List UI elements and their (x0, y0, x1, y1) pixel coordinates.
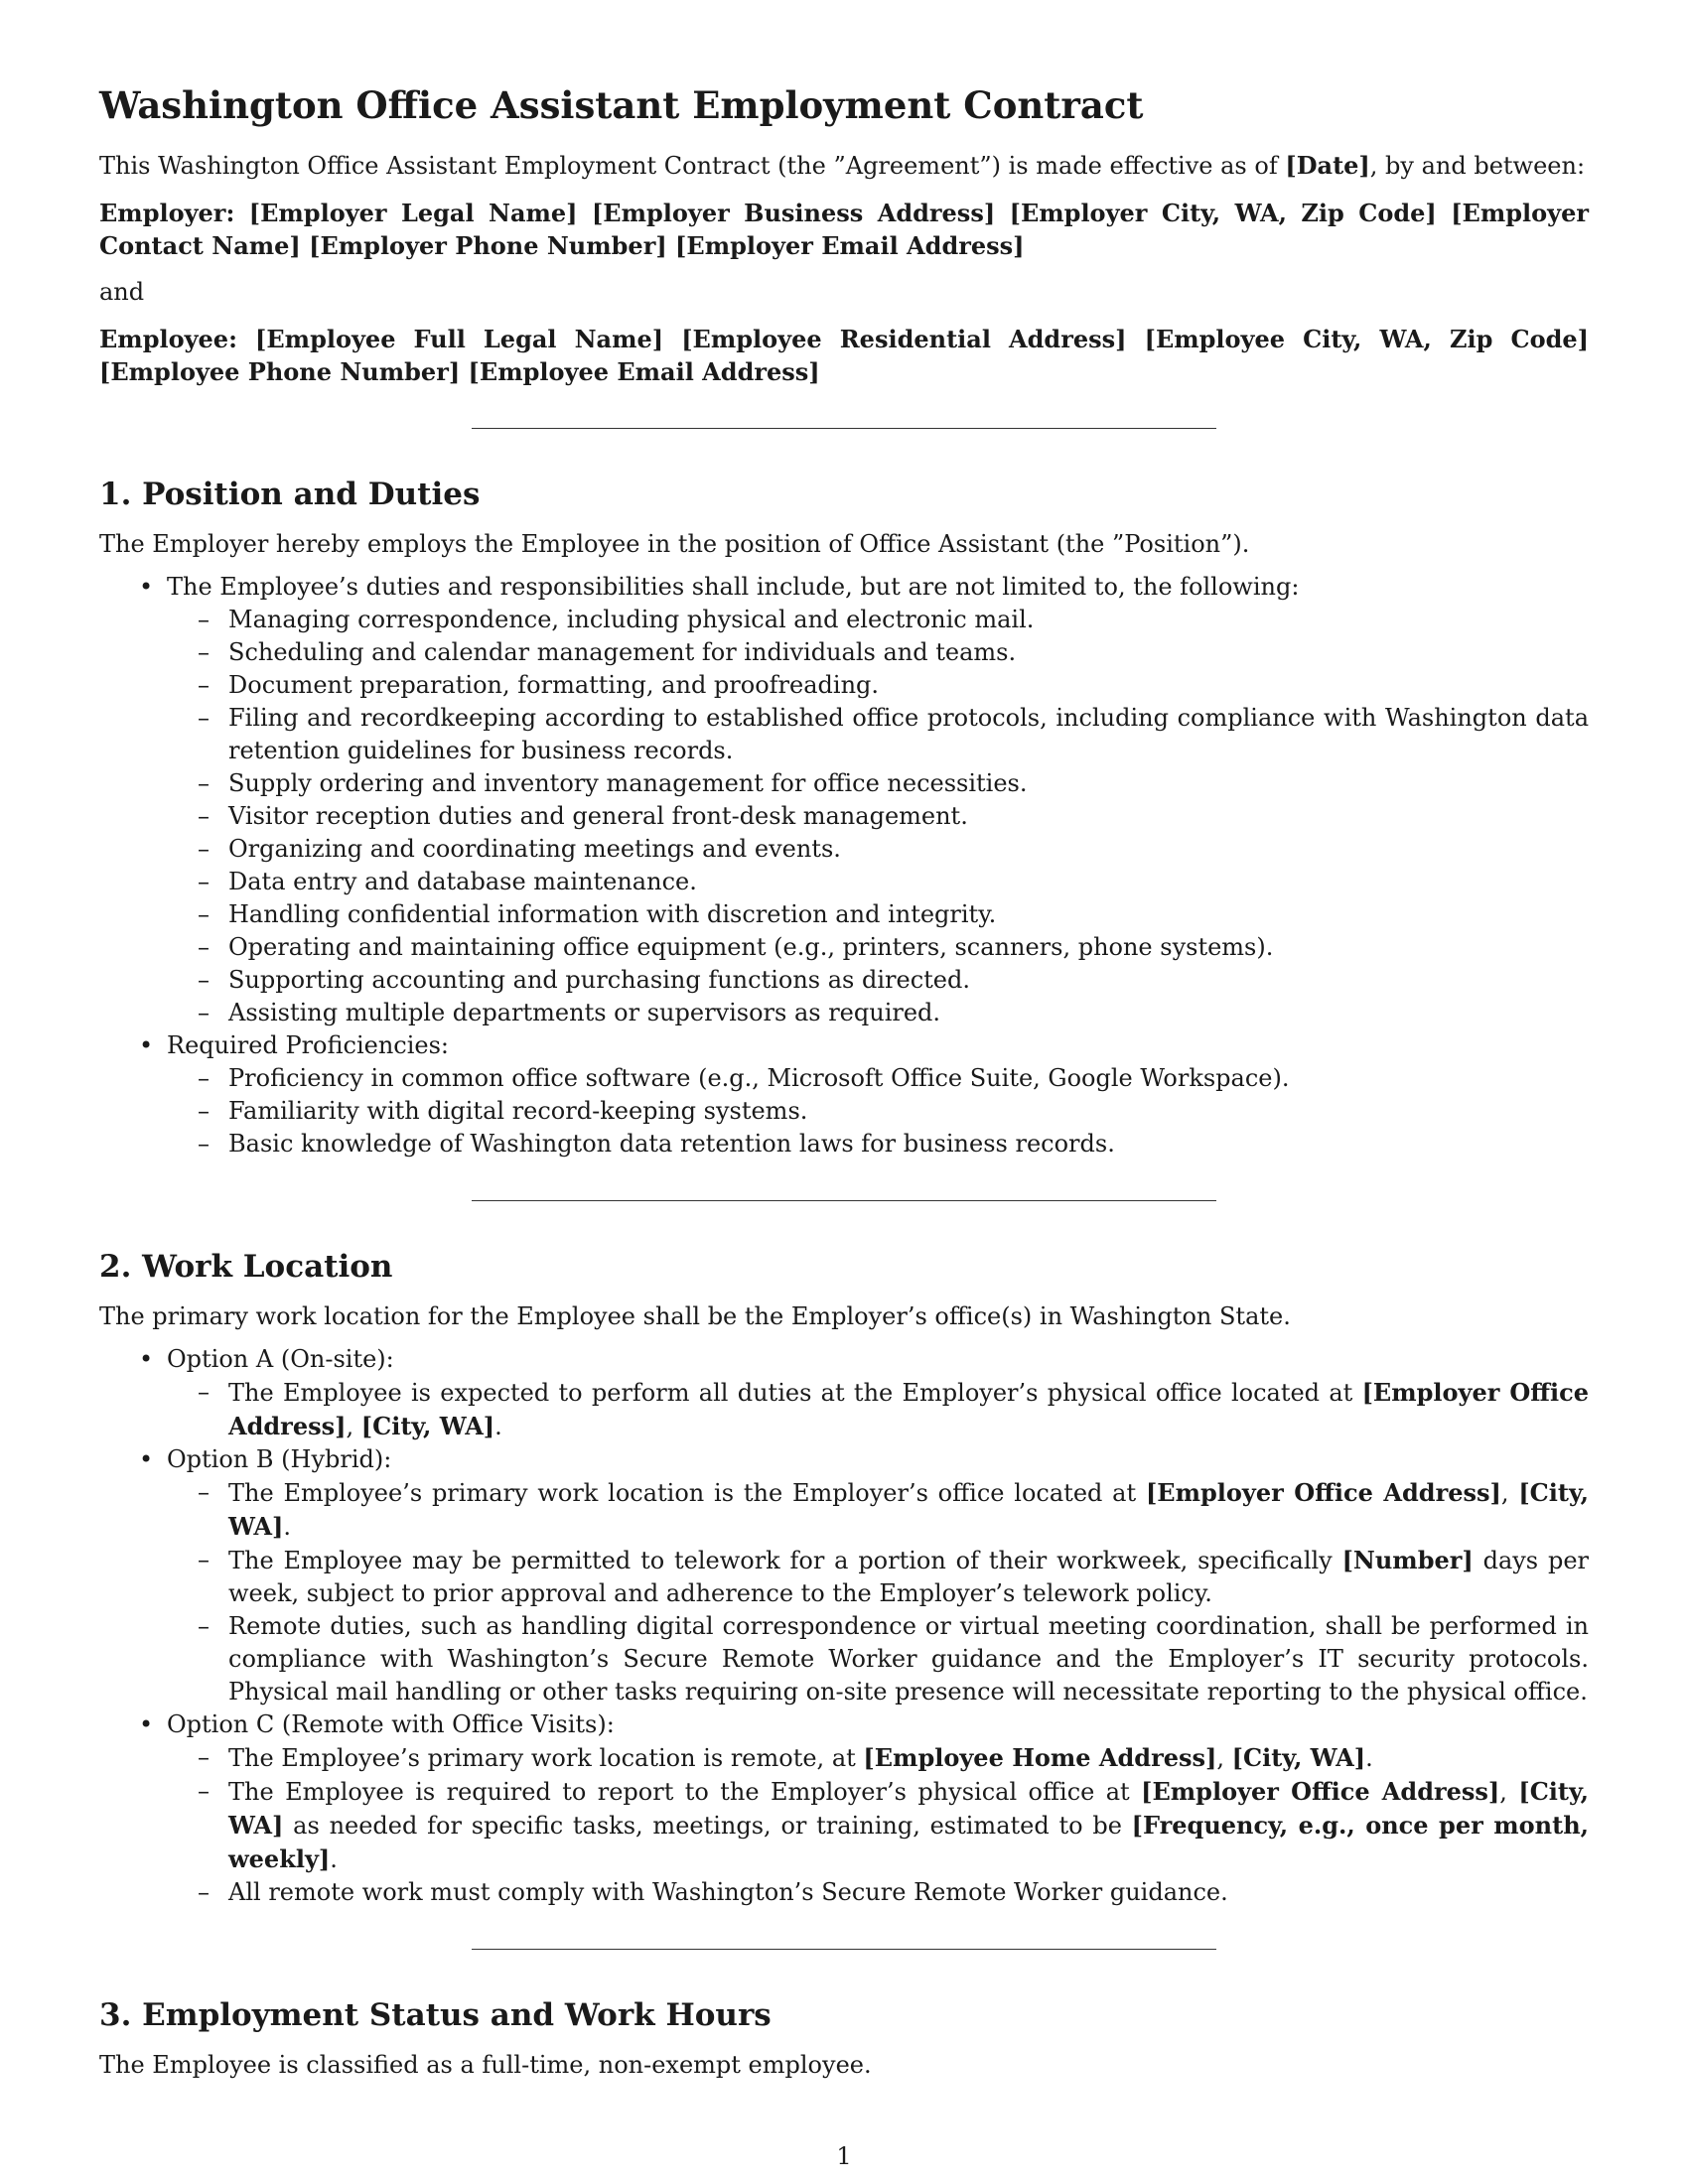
option-item (99, 1544, 1589, 1610)
placeholder: [Employer Office Address] (228, 1378, 1589, 1440)
section-divider (472, 428, 1216, 429)
item-text: The Employee is required to report to the Employer’s physical office at (228, 1778, 1142, 1806)
section-divider (472, 1949, 1216, 1950)
option-item: – All remote work must comply with Washington’s Secure Remote Worker guidance. (99, 1876, 1589, 1909)
proficiencies-sublist (167, 1062, 1589, 1160)
duty-item: – Data entry and database maintenance. (99, 866, 1589, 898)
option-c (99, 1708, 1589, 1909)
duties-label: The Employee’s duties and responsibilities shall include, but are not limited to, the following: (167, 573, 1300, 601)
option-c-sublist (167, 1741, 1589, 1909)
list-item (99, 571, 1589, 1029)
section-intro: The Employee is classified as a full-time, non-exempt employee. (99, 2051, 872, 2079)
duty-item: – Supply ordering and inventory management for office necessities. (99, 767, 1589, 800)
duty-item: – Supporting accounting and purchasing functions as directed. (99, 964, 1589, 997)
item-text: , (1500, 1479, 1519, 1507)
intro-paragraph (99, 149, 1589, 183)
placeholder: [Number] (1341, 1546, 1474, 1574)
item-text: . (494, 1413, 502, 1440)
document-title: Washington Office Assistant Employment Contract (99, 83, 1144, 127)
placeholder: [Employee Home Address] (863, 1743, 1217, 1772)
proficiency-item: – Familiarity with digital record-keeping systems. (99, 1095, 1589, 1128)
option-label: Option A (On-site): (167, 1345, 394, 1373)
item-text: days per week, subject to prior approval and adherence to the Employer’s telework policy. (228, 1547, 1589, 1607)
employee-label: Employee: (99, 325, 237, 353)
item-text: The Employee is expected to perform all duties at the Employer’s physical office located at (228, 1379, 1362, 1407)
duty-item: – Assisting multiple departments or supervisors as required. (99, 997, 1589, 1029)
item-text: The Employee’s primary work location is remote, at (228, 1744, 864, 1772)
proficiencies-label: Required Proficiencies: (167, 1031, 450, 1059)
proficiency-item: – Basic knowledge of Washington data retention laws for business records. (99, 1128, 1589, 1160)
intro-text-end: , by and between: (1369, 152, 1586, 180)
duties-list (99, 571, 1589, 1160)
placeholder: [City, WA] (228, 1777, 1590, 1840)
item-text: as needed for specific tasks, meetings, or training, estimated to be (283, 1812, 1132, 1840)
duties-sublist (167, 604, 1589, 1029)
duty-item: – Handling confidential information with discretion and integrity. (99, 898, 1589, 931)
item-text: , (1499, 1778, 1519, 1806)
document-page (99, 83, 1589, 2082)
proficiency-item: – Proficiency in common office software (e.g., Microsoft Office Suite, Google Workspace). (99, 1062, 1589, 1095)
item-text: The Employee’s primary work location is the Employer’s office located at (228, 1479, 1146, 1507)
section-heading-position: 1. Position and Duties (99, 477, 481, 512)
option-label: Option C (Remote with Office Visits): (167, 1710, 615, 1738)
employer-block (99, 197, 1589, 262)
option-item (99, 1476, 1589, 1544)
option-item (99, 1376, 1589, 1443)
section-intro: The Employer hereby employs the Employee in the position of Office Assistant (the ”Position”). (99, 530, 1250, 558)
option-a (99, 1343, 1589, 1443)
item-text: The Employee may be permitted to telework for a portion of their workweek, specifically (228, 1547, 1342, 1574)
employee-block (99, 323, 1589, 388)
duty-item: – Managing correspondence, including physical and electronic mail. (99, 604, 1589, 636)
item-text: , (1216, 1744, 1232, 1772)
and-text: and (99, 278, 145, 306)
duty-item: – Document preparation, formatting, and proofreading. (99, 669, 1589, 702)
placeholder: [City, WA] (360, 1412, 495, 1440)
location-options-list (99, 1343, 1589, 1909)
section-heading-location: 2. Work Location (99, 1249, 393, 1285)
option-b (99, 1443, 1589, 1708)
placeholder: [City, WA] (228, 1478, 1589, 1541)
placeholder: [City, WA] (1231, 1743, 1366, 1772)
option-item (99, 1741, 1589, 1775)
item-text: . (283, 1513, 292, 1541)
option-label: Option B (Hybrid): (167, 1445, 392, 1473)
duty-item: – Operating and maintaining office equipment (e.g., printers, scanners, phone systems). (99, 931, 1589, 964)
section-intro: The primary work location for the Employee shall be the Employer’s office(s) in Washington State. (99, 1302, 1291, 1330)
employer-details: [Employer Legal Name] [Employer Business Address] [Employer City, WA, Zip Code] [Employer Contact Name] [Employer Phone Number] [Employer Email Address] (99, 199, 1590, 260)
item-text: , (346, 1413, 361, 1440)
employer-label: Employer: (99, 199, 235, 227)
duty-item: – Filing and recordkeeping according to established office protocols, including compliance with Washington data retention guidelines for business records. (99, 702, 1589, 767)
option-a-sublist (167, 1376, 1589, 1443)
placeholder: [Employer Office Address] (1145, 1478, 1501, 1507)
page-number: 1 (836, 2142, 852, 2170)
section-heading-status: 3. Employment Status and Work Hours (99, 1997, 772, 2033)
option-item: – Remote duties, such as handling digital correspondence or virtual meeting coordination, shall be performed in compliance with Washington’s Secure Remote Worker guidance and the Employer’s IT security protocols. Physical mail handling or other tasks requiring on-site presence will necessitate reporting to the physical office. (99, 1610, 1589, 1708)
placeholder: [Employer Office Address] (1141, 1777, 1500, 1806)
duty-item: – Organizing and coordinating meetings and events. (99, 833, 1589, 866)
duty-item: – Visitor reception duties and general front-desk management. (99, 800, 1589, 833)
option-item (99, 1775, 1589, 1876)
section-divider (472, 1200, 1216, 1201)
option-b-sublist (167, 1476, 1589, 1708)
intro-text: This Washington Office Assistant Employment Contract (the ”Agreement”) is made effective as of (99, 152, 1286, 180)
employee-details: [Employee Full Legal Name] [Employee Residential Address] [Employee City, WA, Zip Code] [Employee Phone Number] [Employee Email Address] (99, 325, 1589, 386)
date-placeholder: [Date] (1285, 151, 1370, 180)
item-text: . (330, 1845, 338, 1873)
placeholder: [Frequency, e.g., once per month, weekly] (228, 1811, 1589, 1873)
list-item (99, 1029, 1589, 1160)
item-text: . (1365, 1744, 1373, 1772)
duty-item: – Scheduling and calendar management for individuals and teams. (99, 636, 1589, 669)
